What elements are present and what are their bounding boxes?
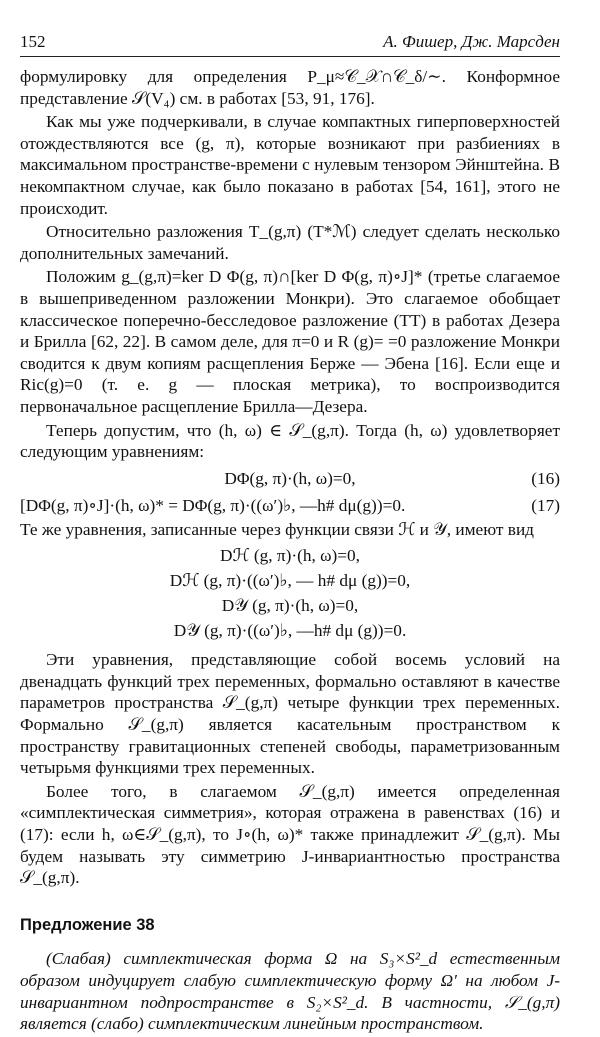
paragraph-1: формулировку для определения P_μ≈𝒞_𝒳∩𝒞_δ/∼. Конформное представление 𝒮(V₄) см. в работах [53, 91, 176]. xyxy=(20,67,560,108)
paragraph-5: Теперь допустим, что (h, ω) ∈ 𝒮_(g,π). Тогда (h, ω) удовлетворяет следующим уравнениям: xyxy=(20,420,560,462)
equation-block xyxy=(20,543,560,643)
equation-17-expr: [DΦ(g, π)∘J]·(h, ω)* = DΦ(g, π)·((ω′)♭, —h# dμ(g))=0. xyxy=(20,495,406,515)
equation-17 xyxy=(20,492,560,519)
equation-16-expr: DΦ(g, π)·(h, ω)=0, xyxy=(224,468,356,488)
paragraph-8: Более того, в слагаемом 𝒮_(g,π) имеется определенная «симплектическая симметрия», которая отражена в равенствах (16) и (17): если h, ω∈𝒮_(g,π), то J∘(h, ω)* также принадлежит 𝒮_(g,π). Мы будем называть эту симметрию J-инвариантностью пространства 𝒮_(g,π). xyxy=(20,781,560,888)
proposition-text: (Слабая) симплектическая форма Ω на S₃×S²_d естественным образом индуцирует слабую симплектическую форму Ω′ на любом J-инвариантном подпространстве в S₂×S²_d. В частности, 𝒮_(g,π) является (слабо) симплектическим линейным пространством. xyxy=(20,949,560,1034)
equation-block-line-1: Dℋ (g, π)·(h, ω)=0, xyxy=(219,546,361,566)
equation-block-line-4: D𝒴 (g, π)·((ω′)♭, —h# dμ (g))=0. xyxy=(173,621,407,641)
page-number: 152 xyxy=(20,32,46,51)
paragraph-7: Эти уравнения, представляющие собой восемь условий на двенадцать функций трех переменных, формально оставляют в качестве параметров пространства 𝒮_(g,π) четыре функции трех переменных. Формально 𝒮_(g,π) является касательным пространством к пространству гравитационных степеней свободы, параметризованным четырьмя функциями трех переменных. xyxy=(20,650,560,778)
equation-block-line-3: D𝒴 (g, π)·(h, ω)=0, xyxy=(221,596,359,616)
equation-16 xyxy=(20,465,560,492)
page-header xyxy=(20,30,560,57)
equation-block-line-2: Dℋ (g, π)·((ω′)♭, — h# dμ (g))=0, xyxy=(169,571,411,591)
paragraph-6: Те же уравнения, записанные через функции связи ℋ и 𝒴, имеют вид xyxy=(20,519,534,539)
paragraph-3: Относительно разложения T_(g,π) (T*ℳ) следует сделать несколько дополнительных замечаний. xyxy=(20,222,560,263)
equation-17-number: (17) xyxy=(531,495,560,515)
paragraph-2: Как мы уже подчеркивали, в случае компактных гиперповерхностей отождествляются все (g, π), которые возникают при разбиениях в максимальном пространстве-времени с нулевым тензором Эйнштейна. В некомпактном случае, как было показано в работах [54, 161], этого не происходит. xyxy=(20,112,560,218)
equation-16-number: (16) xyxy=(531,468,560,488)
page-body xyxy=(20,66,560,1037)
running-title: А. Фишер, Дж. Марсден xyxy=(383,32,560,51)
proposition-heading: Предложение 38 xyxy=(20,915,155,934)
paragraph-4: Положим g_(g,π)=ker D Φ(g, π)∩[ker D Φ(g, π)∘J]* (третье слагаемое в вышеприведенном разложении Монкри). Это слагаемое обобщает классическое поперечно-бесследовое разложение (TT) в работах Дезера и Брилла [62, 22]. В самом деле, для π=0 и R (g)= =0 разложение Монкри сводится к двум копиям расщепления Берже — Эбена [16]. Если еще и Ric(g)=0 (т. е. g — плоская метрика), то воспроизводится первоначальное расщепление Брилла—Дезера. xyxy=(20,267,560,416)
